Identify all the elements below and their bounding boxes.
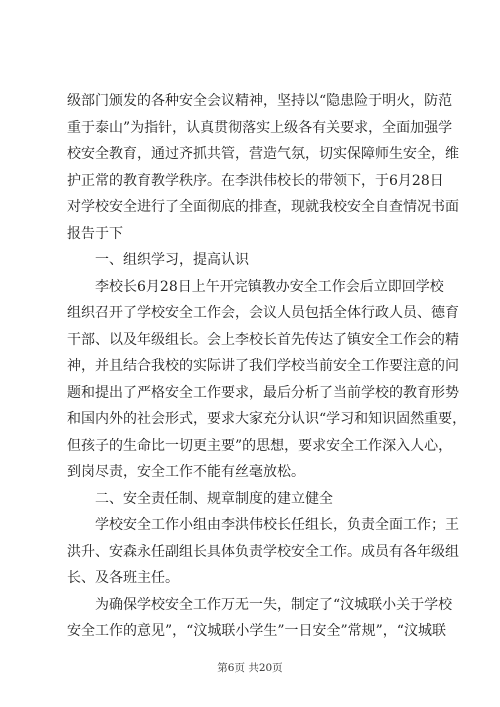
- text-line: 二、安全责任制、规章制度的建立健全: [95, 490, 333, 507]
- text-line: 李校长6月28日上午开完镇教办安全工作会后立即回学校: [95, 278, 444, 295]
- text-line: 神，并且结合我校的实际讲了我们学校当前安全工作要注意的问: [67, 358, 459, 374]
- text-line: 和国内外的社会形式，要求大家充分认识“学习和知识固然重要，: [67, 411, 467, 427]
- text-line: 报告于下: [67, 225, 123, 242]
- text-line: 但孩子的生命比一切更主要”的思想，要求安全工作深入人心，: [67, 437, 453, 454]
- text-line: 级部门颁发的各种安全会议精神，坚持以“隐患险于明火，防范: [67, 93, 453, 109]
- text-line: 学校安全工作小组由李洪伟校长任组长，负责全面工作；王: [95, 517, 459, 533]
- document-body: [67, 88, 467, 645]
- text-line: 重于泰山”为指针，认真贯彻落实上级各有关要求，全面加强学: [67, 119, 453, 136]
- text-line: 长、及各班主任。: [67, 570, 179, 586]
- text-line: 一、组织学习，提高认识: [95, 252, 249, 268]
- text-line: 校安全教育，通过齐抓共管，营造气氛，切实保障师生安全，维: [67, 146, 459, 162]
- text-line: 题和提出了严格安全工作要求，最后分析了当前学校的教育形势: [67, 384, 459, 401]
- text-line: 组织召开了学校安全工作会，会议人员包括全体行政人员、德育: [67, 305, 459, 321]
- text-line: 对学校安全进行了全面彻底的排查，现就我校安全自查情况书面: [67, 199, 459, 215]
- text-line: 干部、以及年级组长。会上李校长首先传达了镇安全工作会的精: [67, 331, 459, 348]
- text-line: 洪升、安森永任副组长具体负责学校安全工作。成员有各年级组: [67, 543, 459, 560]
- page-footer: 第6页 共20页: [217, 662, 283, 674]
- text-line: 为确保学校安全工作万无一失，制定了“汶城联小关于学校: [95, 596, 453, 613]
- text-line: 到岗尽责，安全工作不能有丝毫放松。: [67, 464, 305, 480]
- text-line: 安全工作的意见”，“汶城联小学生”一日安全”常规”，“汶城联: [67, 623, 446, 639]
- text-line: 护正常的教育教学秩序。在李洪伟校长的带领下，于6月28日: [67, 172, 444, 189]
